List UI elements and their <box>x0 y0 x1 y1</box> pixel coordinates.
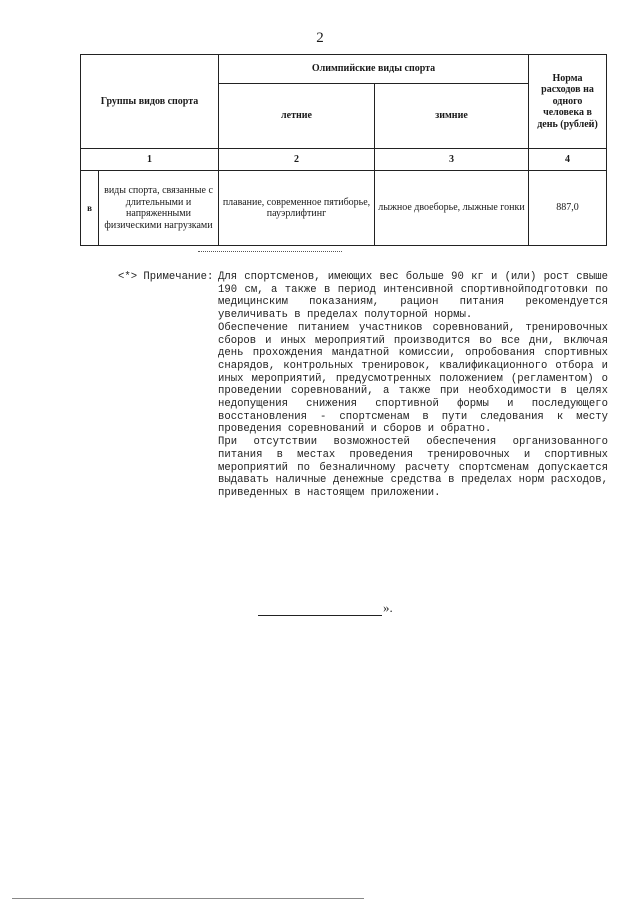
table-header-row <box>81 55 607 84</box>
summer-header: летние <box>219 84 375 149</box>
norms-table <box>80 54 607 246</box>
column-number-1: 1 <box>81 149 219 171</box>
closing-quote: ». <box>383 600 393 615</box>
table-row <box>81 171 607 246</box>
row-summer-sports: плавание, современное пятиборье, пауэрлифтинг <box>219 171 375 246</box>
winter-header: зимние <box>375 84 529 149</box>
row-group: виды спорта, связанные с длительными и напряженными физическими нагрузками <box>99 171 219 246</box>
note-paragraph: Обеспечение питанием участников соревнований, тренировочных сборов и иных мероприятий производится во все дни, включая день прохождения мандатной комиссии, опробования спортивных снарядов, контрольных тренировок, квалификационного отбора и иных мероприятий, предусмотренных положением (регламентом) о проведении соревнований, а также при необходимости в целях недопущения снижения спортивной формы и последующего восстановления - спортсменам в пути следования к месту проведения соревнований и сборов и обратно. <box>218 321 608 436</box>
footer-rule <box>12 898 364 899</box>
column-number-3: 3 <box>375 149 529 171</box>
page-number: 2 <box>316 30 324 46</box>
row-norm: 887,0 <box>529 171 607 246</box>
column-number-row <box>81 149 607 171</box>
closing-line <box>258 615 382 616</box>
note-label: <*> Примечание: <box>118 271 214 283</box>
row-winter-sports: лыжное двоеборье, лыжные гонки <box>375 171 529 246</box>
closing-mark <box>258 600 393 616</box>
column-number-4: 4 <box>529 149 607 171</box>
row-letter: в <box>81 171 99 246</box>
norm-header: Норма расходов на одного человека в день (рублей) <box>529 55 607 149</box>
olympic-header: Олимпийские виды спорта <box>219 55 529 84</box>
column-number-2: 2 <box>219 149 375 171</box>
note-body <box>218 271 608 500</box>
note-paragraph: Для спортсменов, имеющих вес больше 90 кг и (или) рост свыше 190 см, а также в период интенсивной спортивнойподготовки по медицинским показаниям, рацион питания рекомендуется увеличивать в пределах полуторной нормы. <box>218 271 608 322</box>
table-underline <box>198 251 342 252</box>
group-header: Группы видов спорта <box>81 55 219 149</box>
note-paragraph: При отсутствии возможностей обеспечения организованного питания в местах проведения тренировочных и спортивных мероприятий по безналичному расчету спортсменам допускается выдавать наличные денежные средства в пределах норм расходов, приведенных в настоящем приложении. <box>218 436 608 499</box>
